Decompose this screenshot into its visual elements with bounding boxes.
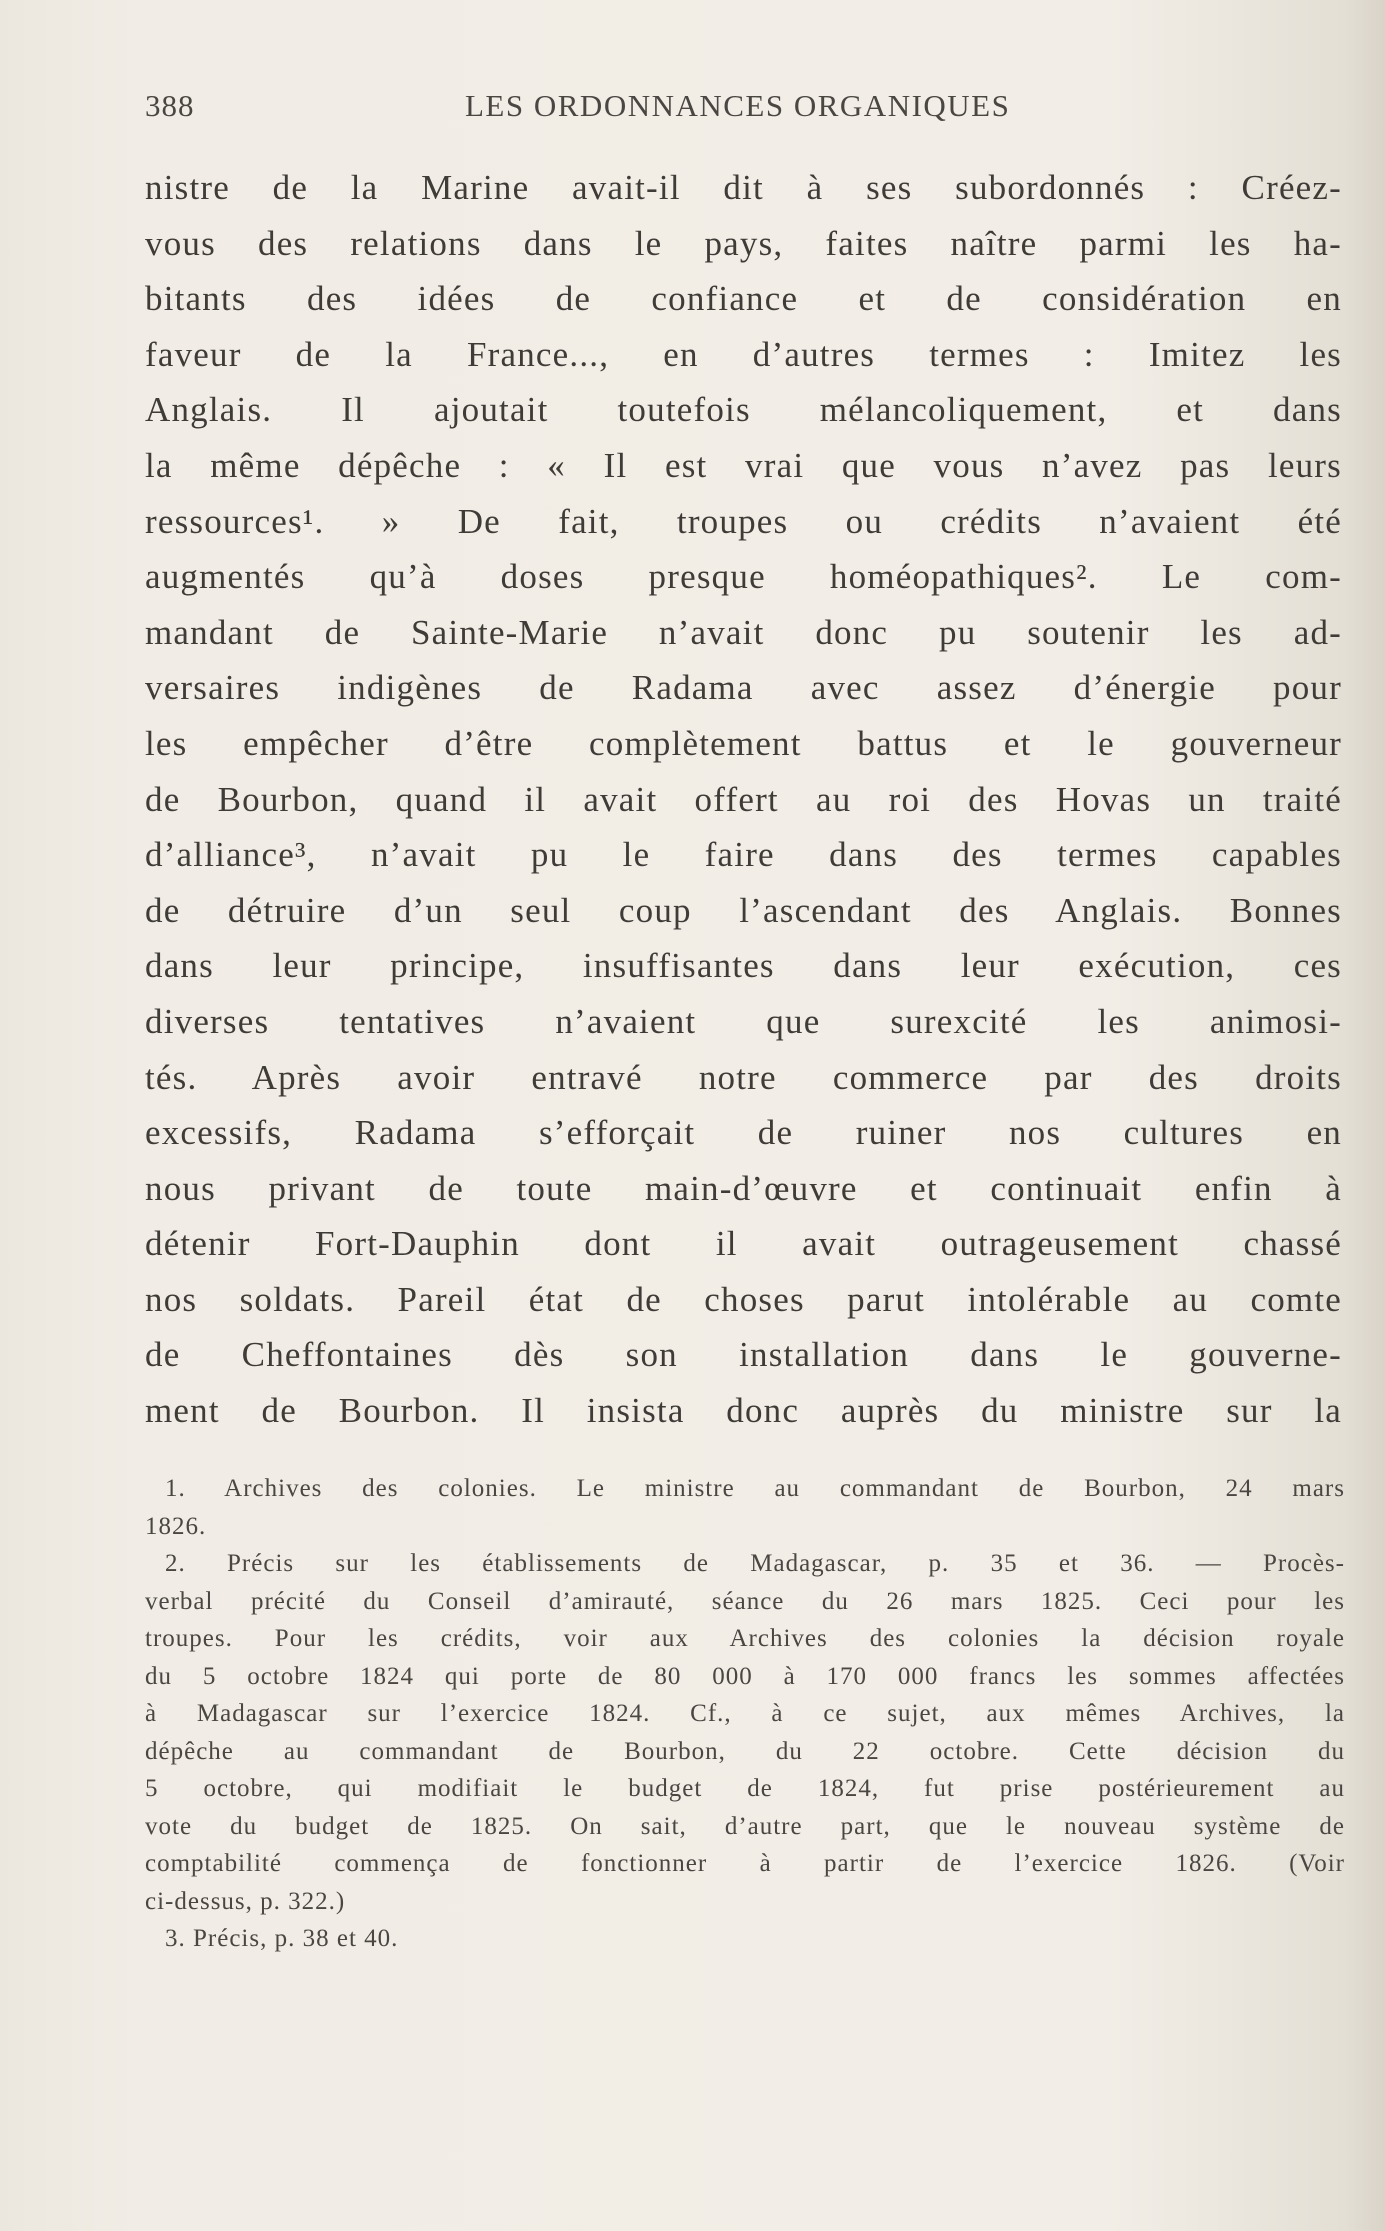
footnote-line: 3. Précis, p. 38 et 40.: [165, 1925, 399, 1952]
body-line: versaires indigènes de Radama avec assez d’énergie pour: [145, 668, 1342, 708]
footnote-line: 2. Précis sur les établissements de Madagascar, p. 35 et 36. — Procès-: [165, 1550, 1345, 1577]
body-line: diverses tentatives n’avaient que surexcité les animosi-: [145, 1001, 1342, 1041]
body-line: nistre de la Marine avait-il dit à ses subordonnés : Créez-: [145, 168, 1342, 207]
body-line: d’alliance³, n’avait pu le faire dans des termes capables: [145, 835, 1342, 875]
body-line: nous privant de toute main-d’œuvre et continuait enfin à: [145, 1168, 1342, 1208]
body-line: dans leur principe, insuffisantes dans leur exécution, ces: [145, 946, 1342, 986]
body-line: augmentés qu’à doses presque homéopathiques². Le com-: [145, 557, 1342, 597]
body-line: les empêcher d’être complètement battus et le gouverneur: [145, 723, 1342, 763]
body-line: de détruire d’un seul coup l’ascendant des Anglais. Bonnes: [145, 890, 1342, 930]
body-line: Anglais. Il ajoutait toutefois mélancoliquement, et dans: [145, 390, 1342, 430]
body-line: faveur de la France..., en d’autres termes : Imitez les: [145, 334, 1342, 374]
body-line: vous des relations dans le pays, faites naître parmi les ha-: [145, 223, 1342, 263]
footnote-line: 1826.: [145, 1512, 207, 1540]
footnote-line: 1. Archives des colonies. Le ministre au commandant de Bourbon, 24 mars: [165, 1475, 1345, 1502]
footnote-line: du 5 octobre 1824 qui porte de 80 000 à 170 000 francs les sommes affectées: [145, 1662, 1345, 1690]
body-line: tés. Après avoir entravé notre commerce par des droits: [145, 1057, 1342, 1097]
footnote-line: 5 octobre, qui modifiait le budget de 1824, fut prise postérieurement au: [145, 1775, 1345, 1802]
footnote-line: ci-dessus, p. 322.): [145, 1887, 346, 1915]
footnotes: [145, 1470, 1345, 1958]
body-line: ressources¹. » De fait, troupes ou crédits n’avaient été: [145, 501, 1342, 541]
running-title: LES ORDONNANCES ORGANIQUES: [465, 88, 1011, 123]
running-head: [145, 88, 1340, 128]
footnote-line: vote du budget de 1825. On sait, d’autre part, que le nouveau système de: [145, 1812, 1345, 1840]
body-line: de Cheffontaines dès son installation dans le gouverne-: [145, 1335, 1342, 1375]
footnote-line: troupes. Pour les crédits, voir aux Archives des colonies la décision royale: [145, 1625, 1345, 1652]
body-line: ment de Bourbon. Il insista donc auprès du ministre sur la: [145, 1391, 1342, 1431]
body-line: excessifs, Radama s’efforçait de ruiner nos cultures en: [145, 1113, 1342, 1153]
body-line: la même dépêche : « Il est vrai que vous n’avez pas leurs: [145, 445, 1342, 485]
footnote-line: à Madagascar sur l’exercice 1824. Cf., à ce sujet, aux mêmes Archives, la: [145, 1700, 1345, 1727]
footnote-line: verbal précité du Conseil d’amirauté, séance du 26 mars 1825. Ceci pour les: [145, 1587, 1345, 1615]
body-line: nos soldats. Pareil état de choses parut intolérable au comte: [145, 1279, 1342, 1319]
body-line: détenir Fort-Dauphin dont il avait outrageusement chassé: [145, 1224, 1342, 1264]
body-line: bitants des idées de confiance et de considération en: [145, 279, 1342, 319]
body-text: [145, 160, 1342, 1439]
page-number: 388: [145, 88, 195, 123]
footnote-line: dépêche au commandant de Bourbon, du 22 octobre. Cette décision du: [145, 1737, 1345, 1765]
body-line: mandant de Sainte-Marie n’avait donc pu soutenir les ad-: [145, 612, 1342, 652]
footnote-line: comptabilité commença de fonctionner à partir de l’exercice 1826. (Voir: [145, 1850, 1345, 1877]
body-line: de Bourbon, quand il avait offert au roi des Hovas un traité: [145, 779, 1342, 819]
